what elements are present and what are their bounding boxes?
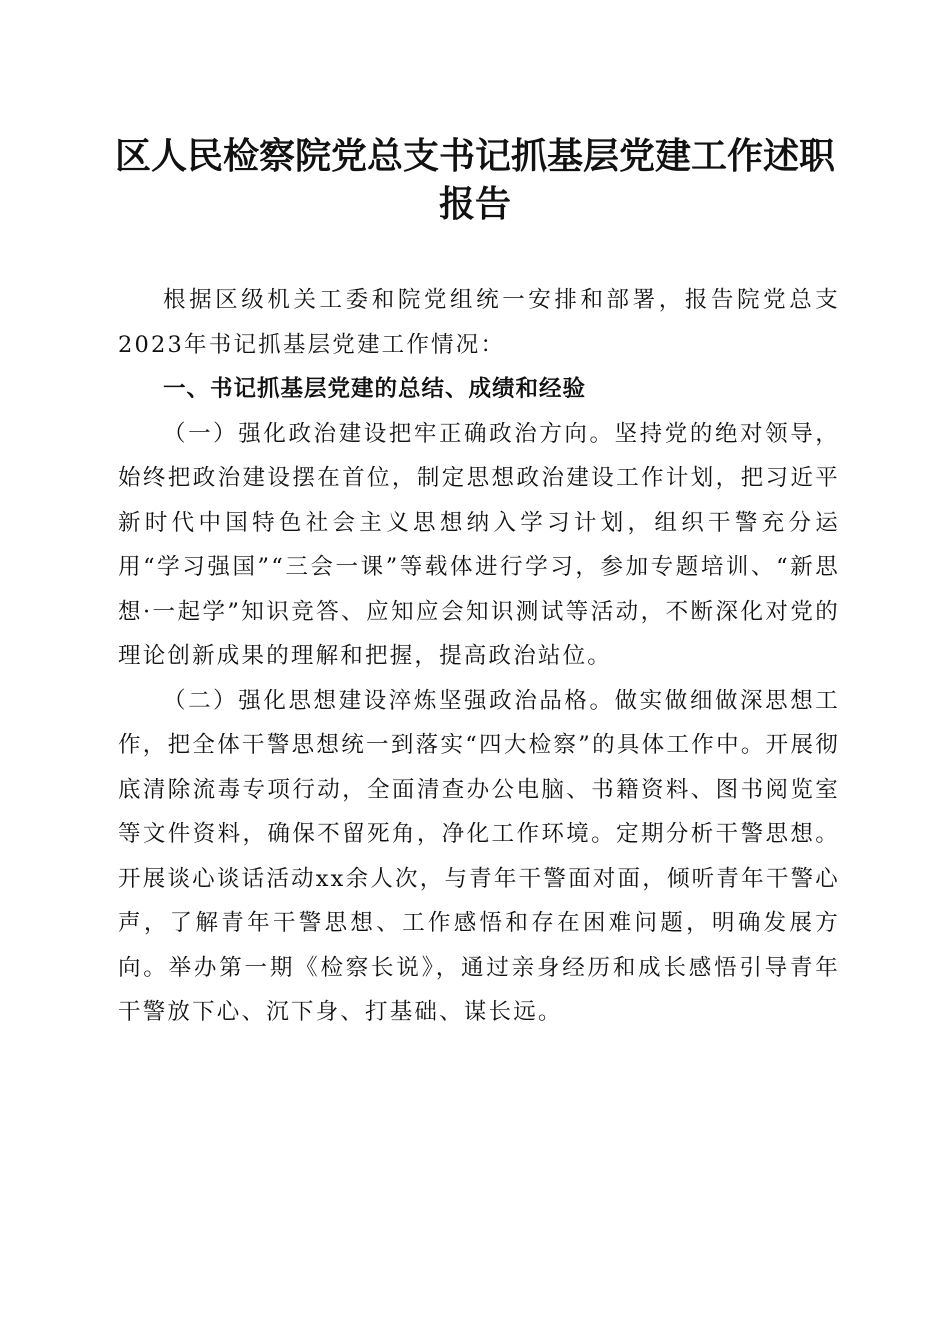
title-line-1: 区人民检察院党总支书记抓基层党建工作述职 — [114, 136, 835, 177]
section-heading-1: 一、书记抓基层党建的总结、成绩和经验 — [163, 376, 587, 402]
paragraph-political-construction: （一）强化政治建设把牢正确政治方向。坚持党的绝对领导，始终把政治建设摆在首位，制定思想政治建设工作计划，把习近平新时代中国特色社会主义思想纳入学习计划，组织干警充分运用“学习强国”“三会一课”等载体进行学习，参加专题培训、“新思想·一起学”知识竞答、应知应会知识测试等活动，不断深化对党的理论创新成果的理解和把握，提高政治站位。 — [118, 420, 840, 669]
intro-paragraph: 根据区级机关工委和院党组统一安排和部署，报告院党总支2023年书记抓基层党建工作情况： — [118, 287, 840, 358]
document-title — [110, 133, 840, 229]
paragraph-ideological-construction: （二）强化思想建设淬炼坚强政治品格。做实做细做深思想工作，把全体干警思想统一到落实“四大检察”的具体工作中。开展彻底清除流毒专项行动，全面清查办公电脑、书籍资料、图书阅览室等文件资料，确保不留死角，净化工作环境。定期分析干警思想。开展谈心谈话活动xx余人次，与青年干警面对面，倾听青年干警心声，了解青年干警思想、工作感悟和存在困难问题，明确发展方向。举办第一期《检察长说》，通过亲身经历和成长感悟引导青年干警放下心、沉下身、打基础、谋长远。 — [118, 687, 840, 1025]
title-line-2: 报告 — [438, 184, 511, 225]
document-body — [118, 278, 840, 1035]
